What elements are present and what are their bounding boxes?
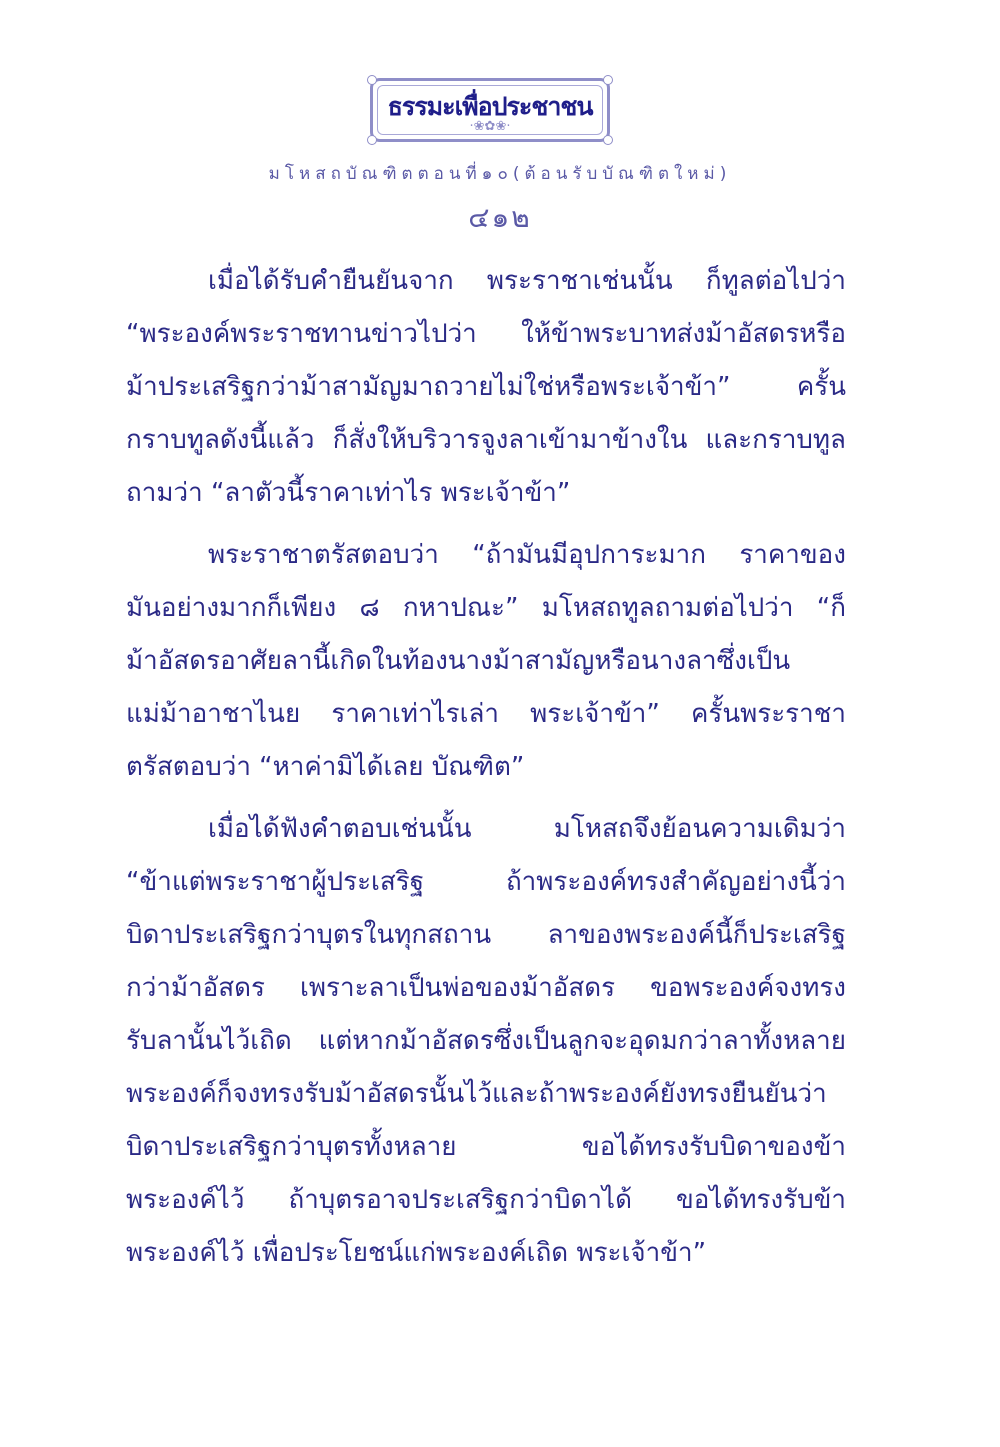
text-line: พระองค์ก็จงทรงรับม้าอัสดรนั้นไว้และถ้าพระองค์ยังทรงยืนยันว่า bbox=[126, 1079, 827, 1109]
text-line: ม้าอัสดรอาศัยลานี้เกิดในท้องนางม้าสามัญหรือนางลาซึ่งเป็น bbox=[126, 646, 791, 676]
text-line: เมื่อได้รับคำยืนยันจาก พระราชาเช่นนั้น ก็ทูลต่อไปว่า bbox=[208, 266, 846, 296]
text-line: กว่าม้าอัสดร เพราะลาเป็นพ่อของม้าอัสดร ขอพระองค์จงทรง bbox=[126, 973, 846, 1003]
paragraph bbox=[126, 803, 846, 1280]
text-line: เมื่อได้ฟังคำตอบเช่นนั้น มโหสถจึงย้อนความเดิมว่า bbox=[208, 814, 846, 844]
chapter-subtitle: มโหสถบัณฑิตตอนที่๑๐(ต้อนรับบัณฑิตใหม่) bbox=[268, 164, 732, 184]
page-number: ๔๑๒ bbox=[468, 201, 532, 234]
logo-flourish-icon: ·❀✿❀· bbox=[469, 119, 511, 134]
text-line: บิดาประเสริฐกว่าบุตรทั้งหลาย ขอได้ทรงรับบิดาของข้า bbox=[126, 1132, 846, 1162]
text-line: พระราชาตรัสตอบว่า “ถ้ามันมีอุปการะมาก ราคาของ bbox=[208, 540, 846, 570]
text-line: ถามว่า “ลาตัวนี้ราคาเท่าไร พระเจ้าข้า” bbox=[126, 478, 571, 508]
logo-title: ธรรมะเพื่อประชาชน bbox=[387, 92, 593, 121]
header-logo bbox=[370, 78, 610, 142]
text-line: “พระองค์พระราชทานข่าวไปว่า ให้ข้าพระบาทส่งม้าอัสดรหรือ bbox=[126, 319, 846, 349]
text-line: พระองค์ไว้ เพื่อประโยชน์แก่พระองค์เถิด พระเจ้าข้า” bbox=[126, 1238, 707, 1268]
logo-corner-ornament bbox=[603, 135, 613, 145]
text-line: กราบทูลดังนี้แล้ว ก็สั่งให้บริวารจูงลาเข้ามาข้างใน และกราบทูล bbox=[126, 425, 846, 455]
logo-corner-ornament bbox=[367, 135, 377, 145]
logo-corner-ornament bbox=[603, 75, 613, 85]
logo-corner-ornament bbox=[367, 75, 377, 85]
text-line: ตรัสตอบว่า “หาค่ามิได้เลย บัณฑิต” bbox=[126, 752, 525, 782]
text-line: มันอย่างมากก็เพียง ๘ กหาปณะ” มโหสถทูลถามต่อไปว่า “ก็ bbox=[126, 593, 846, 623]
text-line: แม่ม้าอาชาไนย ราคาเท่าไรเล่า พระเจ้าข้า” ครั้นพระราชา bbox=[126, 699, 846, 729]
text-line: ม้าประเสริฐกว่าม้าสามัญมาถวายไม่ใช่หรือพระเจ้าข้า” ครั้น bbox=[126, 372, 846, 402]
paragraph bbox=[126, 255, 846, 520]
text-line: รับลานั้นไว้เถิด แต่หากม้าอัสดรซึ่งเป็นลูกจะอุดมกว่าลาทั้งหลาย bbox=[126, 1026, 846, 1056]
text-line: บิดาประเสริฐกว่าบุตรในทุกสถาน ลาของพระองค์นี้ก็ประเสริฐ bbox=[126, 920, 846, 950]
text-line: พระองค์ไว้ ถ้าบุตรอาจประเสริฐกว่าบิดาได้ ขอได้ทรงรับข้า bbox=[126, 1185, 846, 1215]
text-line: “ข้าแต่พระราชาผู้ประเสริฐ ถ้าพระองค์ทรงสำคัญอย่างนี้ว่า bbox=[126, 867, 846, 897]
paragraph bbox=[126, 529, 846, 794]
body-text bbox=[126, 255, 846, 1289]
